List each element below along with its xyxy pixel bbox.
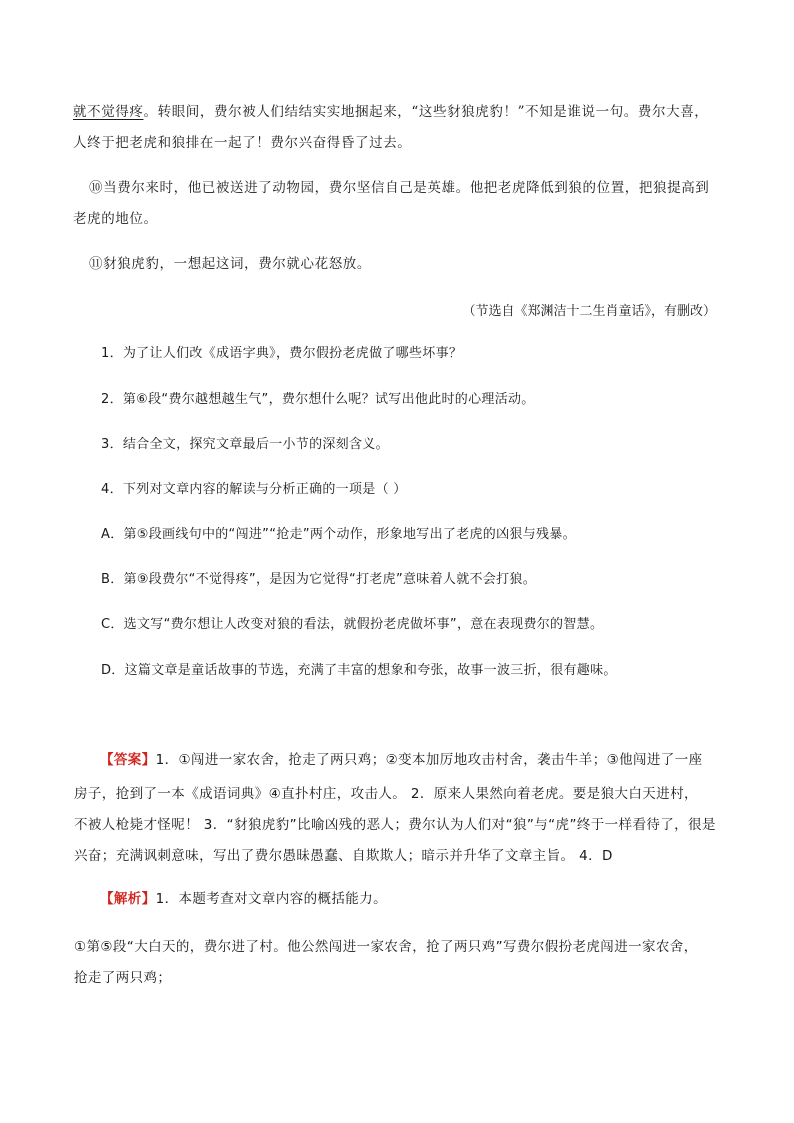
option-a: A．第⑤段画线句中的“闯进”“抢走”两个动作，形象地写出了老虎的凶狠与残暴。 [101,527,576,542]
question-1: 1．为了让人们改《成语字典》，费尔假扮老虎做了哪些坏事？ [101,346,463,361]
answer-tag: 【答案】 [100,752,156,768]
story-paragraph-10-line-2: 老虎的地位。 [73,211,158,227]
story-paragraph-9-line-1: 就不觉得疼。转眼间，费尔被人们结结实实地捆起来，“这些豺狼虎豹！”不知是谁说一句。费尔大喜， [73,104,709,120]
analysis-tag: 【解析】 [100,891,156,907]
option-c: C．选文写“费尔想让人改变对狼的看法，就假扮老虎做坏事”，意在表现费尔的智慧。 [101,617,604,632]
answer-line-4: 兴奋；充满讽刺意味，写出了费尔愚昧愚蠢、自欺欺人；暗示并升华了文章主旨。 4．D [74,848,613,864]
analysis-line-1: 【解析】1．本题考查对文章内容的概括能力。 [100,891,387,907]
analysis-line-2: ①第⑤段“大白天的，费尔进了村。他公然闯进一家农舍，抢了两只鸡”写费尔假扮老虎闯进一家农舍， [74,939,698,955]
underlined-phrase: 就不觉得疼 [73,104,144,120]
option-d: D．这篇文章是童话故事的节选，充满了丰富的想象和夸张，故事一波三折，很有趣味。 [101,663,617,678]
story-paragraph-10-line-1: ⑩当费尔来时，他已被送进了动物园，费尔坚信自己是英雄。他把老虎降低到狼的位置，把狼提高到 [89,180,710,196]
option-b: B．第⑨段费尔“不觉得疼”，是因为它觉得“打老虎”意味着人就不会打狼。 [101,572,537,587]
answer-line-2: 房子，抢到了一本《成语词典》④直扑村庄，攻击人。 2．原来人果然向着老虎。要是狼大白天进村， [74,786,698,802]
question-3: 3．结合全文，探究文章最后一小节的深刻含义。 [101,437,389,452]
analysis-line-3: 抢走了两只鸡； [74,970,172,986]
question-2: 2．第⑥段“费尔越想越生气”，费尔想什么呢？试写出他此时的心理活动。 [101,392,535,407]
story-paragraph-11: ⑪豺狼虎豹，一想起这词，费尔就心花怒放。 [89,256,371,272]
answer-line-1: 【答案】1．①闯进一家农舍，抢走了两只鸡；②变本加厉地攻击村舍，袭击牛羊；③他闯进了一座 [100,752,703,768]
answer-line-3: 不被人枪毙才怪呢！ 3．“豺狼虎豹”比喻凶残的恶人；费尔认为人们对“狼”与“虎”终于一样看待了，很是 [74,817,716,833]
source-citation: （节选自《郑渊洁十二生肖童话》，有删改） [462,304,716,319]
question-4: 4．下列对文章内容的解读与分析正确的一项是（ ） [101,482,407,497]
story-paragraph-9-line-2: 人终于把老虎和狼排在一起了！费尔兴奋得昏了过去。 [73,135,412,151]
